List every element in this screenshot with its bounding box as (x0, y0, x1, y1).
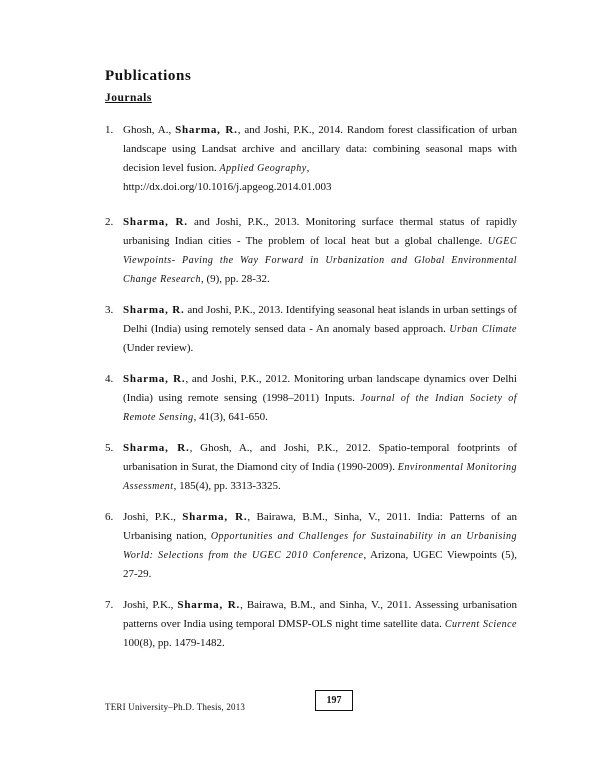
publication-item (105, 370, 517, 427)
publication-highlighted-author: Sharma, R. (177, 599, 241, 611)
publication-item (105, 301, 517, 358)
publication-highlighted-author: Sharma, R. (123, 373, 186, 385)
publication-list (105, 121, 517, 653)
publication-doi-link[interactable]: http://dx.doi.org/10.1016/j.apgeog.2014.01.003 (123, 181, 332, 193)
publication-volume: , (9), pp. 28-32. (200, 273, 270, 285)
publication-volume: (Under review). (123, 342, 194, 354)
publication-item (105, 596, 517, 653)
publication-number: 7. (105, 599, 114, 611)
publication-item (105, 213, 517, 289)
publication-volume: , (306, 162, 310, 174)
publication-details: , Bairawa, B.M., Sinha, V., 2011. India: Patterns of an Urbanising nation, (123, 511, 517, 542)
publication-number: 1. (105, 124, 114, 136)
publication-highlighted-author: Sharma, R. (175, 124, 238, 136)
page-number: 197 (315, 690, 353, 711)
publication-number: 2. (105, 216, 114, 228)
footer-thesis-label: TERI University–Ph.D. Thesis, 2013 (105, 702, 246, 712)
publication-number: 5. (105, 442, 114, 454)
publication-journal: Journal of the Indian Society of Remote Sensing (123, 393, 517, 423)
publication-details: , Ghosh, A., and Joshi, P.K., 2012. Spatio-temporal footprints of urbanisation in Surat, the Diamond city of India (1990-2009). (123, 442, 517, 473)
publication-item (105, 439, 517, 496)
publication-authors-pre: Joshi, P.K., (123, 511, 183, 523)
publication-journal: Applied Geography (219, 163, 307, 174)
publication-journal: Urban Climate (449, 324, 517, 335)
section-title: Publications (105, 68, 192, 84)
publication-item (105, 508, 517, 584)
publication-journal: Environmental Monitoring Assessment (123, 462, 518, 492)
publication-item (105, 121, 517, 197)
publication-number: 4. (105, 373, 114, 385)
publication-journal: Opportunities and Challenges for Sustainability in an Urbanising World: Selections from the UGEC 2010 Conference (123, 531, 517, 561)
subsection-title: Journals (105, 92, 152, 104)
publication-highlighted-author: Sharma, R. (182, 511, 248, 523)
publication-highlighted-author: Sharma, R. (123, 304, 185, 316)
publication-details: and Joshi, P.K., 2013. Monitoring surface thermal status of rapidly urbanising Indian cities - The problem of local heat but a global challenge. (123, 216, 517, 247)
publication-authors-pre: Joshi, P.K., (123, 599, 178, 611)
publication-details: , and Joshi, P.K., 2014. Random forest classification of urban landscape using Landsat archive and ancillary data: combining seasonal maps with decision level fusion. (123, 124, 518, 174)
publication-journal: Current Science (444, 619, 517, 630)
publication-volume: , Arizona, UGEC Viewpoints (5), 27-29. (123, 549, 518, 580)
publication-details: , and Joshi, P.K., 2012. Monitoring urban landscape dynamics over Delhi (India) using remote sensing (1998–2011) Inputs. (123, 373, 517, 404)
publication-volume: , 185(4), pp. 3313-3325. (173, 480, 281, 492)
publication-number: 3. (105, 304, 114, 316)
publication-volume: 100(8), pp. 1479-1482. (123, 637, 225, 649)
publication-highlighted-author: Sharma, R. (123, 216, 188, 228)
publication-journal: UGEC Viewpoints- Paving the Way Forward in Urbanization and Global Environmental Change Research (123, 236, 517, 285)
publication-highlighted-author: Sharma, R. (123, 442, 190, 454)
publication-number: 6. (105, 511, 114, 523)
publication-authors-pre: Ghosh, A., (123, 124, 176, 136)
publication-details: and Joshi, P.K., 2013. Identifying seasonal heat islands in urban settings of Delhi (India) using remotely sensed data - An anomaly based approach. (123, 304, 517, 335)
publication-details: , Bairawa, B.M., and Sinha, V., 2011. Assessing urbanisation patterns over India using temporal DMSP-OLS night time satellite data. (123, 599, 517, 630)
publication-volume: , 41(3), 641-650. (193, 411, 268, 423)
